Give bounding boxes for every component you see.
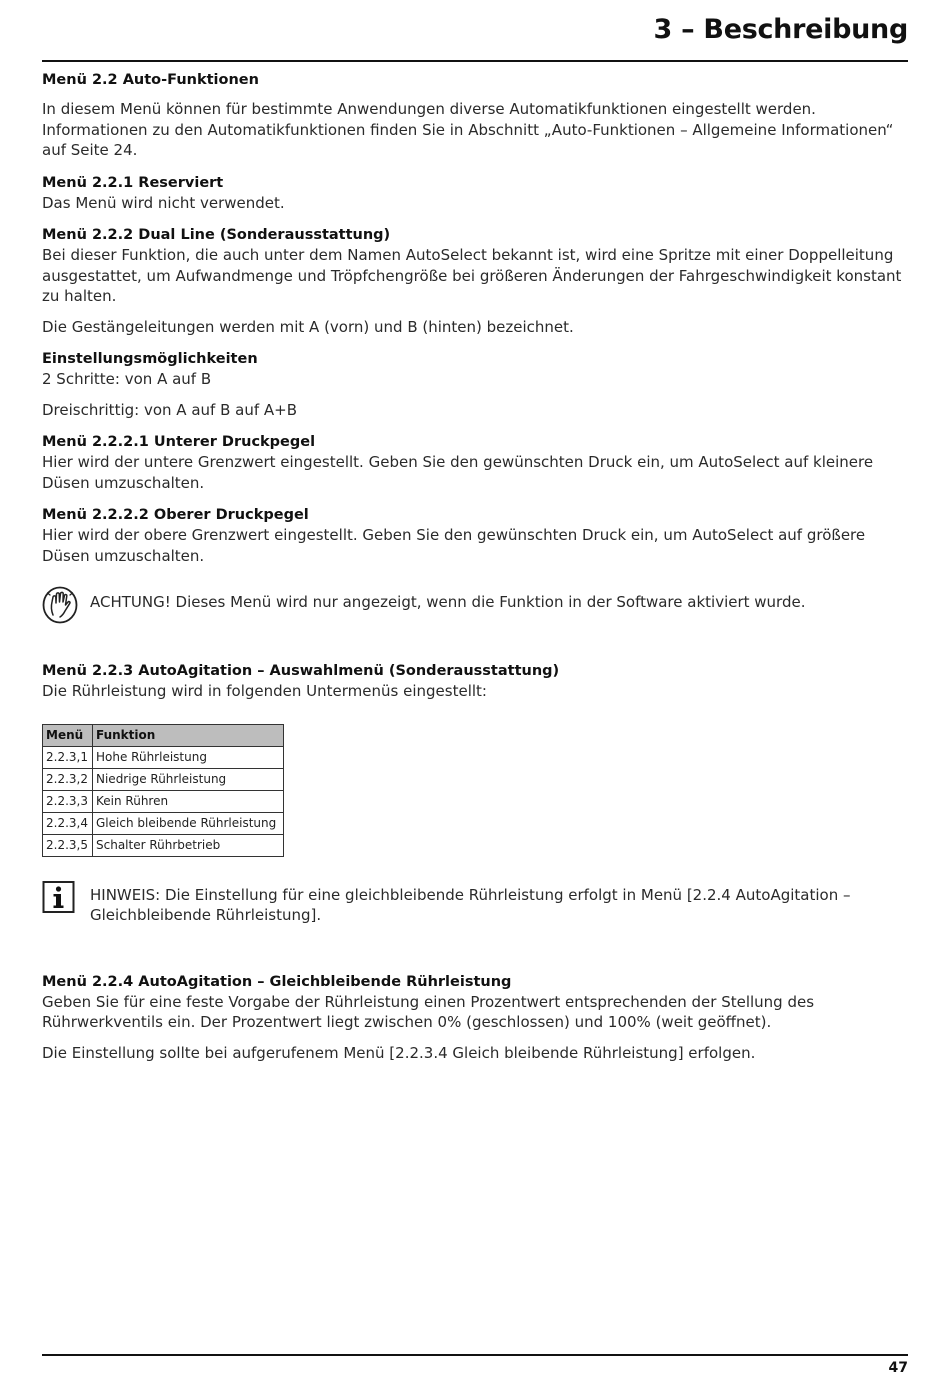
submenu-table	[42, 724, 284, 857]
chapter-title: 3 – Beschreibung	[653, 14, 908, 45]
section-text-2-2-2-a: Bei dieser Funktion, die auch unter dem Namen AutoSelect bekannt ist, wird eine Spritze mit einer Doppelleitung ausgestattet, um Aufwandmenge und Tröpfchengröße bei größeren Änderungen der Fahrgeschwindigkeit konstant zu halten.	[42, 246, 902, 305]
table-cell-function: Schalter Rührbetrieb	[93, 834, 284, 856]
section-heading-2-2-1: Menü 2.2.1 Reserviert	[42, 174, 224, 191]
section-text-2-2-2-1: Hier wird der untere Grenzwert eingestellt. Geben Sie den gewünschten Druck ein, um AutoSelect auf kleinere Düsen umzuschalten.	[42, 453, 874, 492]
info-notice	[42, 879, 910, 926]
section-text-2-2-1: Das Menü wird nicht verwendet.	[42, 193, 285, 212]
table-cell-function: Niedrige Rührleistung	[93, 768, 284, 790]
table-row	[43, 768, 284, 790]
table-cell-menu: 2.2.3,4	[43, 812, 93, 834]
table-header-function: Funktion	[93, 724, 284, 746]
section-heading-2-2-3: Menü 2.2.3 AutoAgitation – Auswahlmenü (Sonderausstattung)	[42, 663, 560, 679]
info-icon	[42, 879, 78, 917]
warning-text: ACHTUNG! Dieses Menü wird nur angezeigt, wenn die Funktion in der Software aktiviert wurde.	[90, 593, 806, 611]
options-heading: Einstellungsmöglichkeiten	[42, 351, 258, 367]
section-heading-2-2-4: Menü 2.2.4 AutoAgitation – Gleichbleibende Rührleistung	[42, 973, 512, 990]
section-heading-2-2: Menü 2.2 Auto-Funktionen	[42, 72, 259, 88]
table-row	[43, 812, 284, 834]
section-heading-2-2-2-2: Menü 2.2.2.2 Oberer Druckpegel	[42, 507, 309, 523]
section-text-2-2-4-b: Die Einstellung sollte bei aufgerufenem Menü [2.2.3.4 Gleich bleibende Rührleistung] erfolgen.	[42, 1043, 756, 1062]
section-text-2-2-3: Die Rührleistung wird in folgenden Untermenüs eingestellt:	[42, 682, 487, 700]
section-text-2-2-2-2: Hier wird der obere Grenzwert eingestellt. Geben Sie den gewünschten Druck ein, um AutoSelect auf größere Düsen umzuschalten.	[42, 526, 866, 565]
caution-hand-icon	[42, 586, 78, 624]
page-footer	[42, 1354, 908, 1376]
page-content	[42, 70, 910, 1063]
table-row	[43, 834, 284, 856]
option-two-step: 2 Schritte: von A auf B	[42, 370, 212, 388]
table-cell-menu: 2.2.3,2	[43, 768, 93, 790]
table-cell-function: Gleich bleibende Rührleistung	[93, 812, 284, 834]
table-cell-menu: 2.2.3,3	[43, 790, 93, 812]
table-cell-menu: 2.2.3,5	[43, 834, 93, 856]
option-three-step: Dreischrittig: von A auf B auf A+B	[42, 400, 297, 419]
table-cell-menu: 2.2.3,1	[43, 746, 93, 768]
table-header-row	[43, 724, 284, 746]
section-heading-2-2-2: Menü 2.2.2 Dual Line (Sonderausstattung)	[42, 227, 391, 243]
section-text-2-2: In diesem Menü können für bestimmte Anwendungen diverse Automatikfunktionen eingestellt werden. Informationen zu den Automatikfunktionen finden Sie in Abschnitt „Auto-Funktionen – Allgemeine Informationen“ auf Seite 24.	[42, 100, 894, 159]
section-text-2-2-2-b: Die Gestängeleitungen werden mit A (vorn) und B (hinten) bezeichnet.	[42, 317, 574, 336]
table-cell-function: Kein Rühren	[93, 790, 284, 812]
section-heading-2-2-2-1: Menü 2.2.2.1 Unterer Druckpegel	[42, 434, 316, 450]
page-header	[42, 10, 908, 62]
table-header-menu: Menü	[43, 724, 93, 746]
section-text-2-2-4-a: Geben Sie für eine feste Vorgabe der Rührleistung einen Prozentwert entsprechenden der Stellung des Rührwerkventils ein. Der Prozentwert liegt zwischen 0% (geschlossen) und 100% (weit geöffnet).	[42, 992, 815, 1031]
table-row	[43, 746, 284, 768]
table-row	[43, 790, 284, 812]
warning-notice	[42, 586, 910, 624]
table-cell-function: Hohe Rührleistung	[93, 746, 284, 768]
page-number: 47	[888, 1360, 908, 1376]
info-text: HINWEIS: Die Einstellung für eine gleichbleibende Rührleistung erfolgt in Menü [2.2.4 AutoAgitation – Gleichbleibende Rührleistung].	[90, 885, 851, 924]
